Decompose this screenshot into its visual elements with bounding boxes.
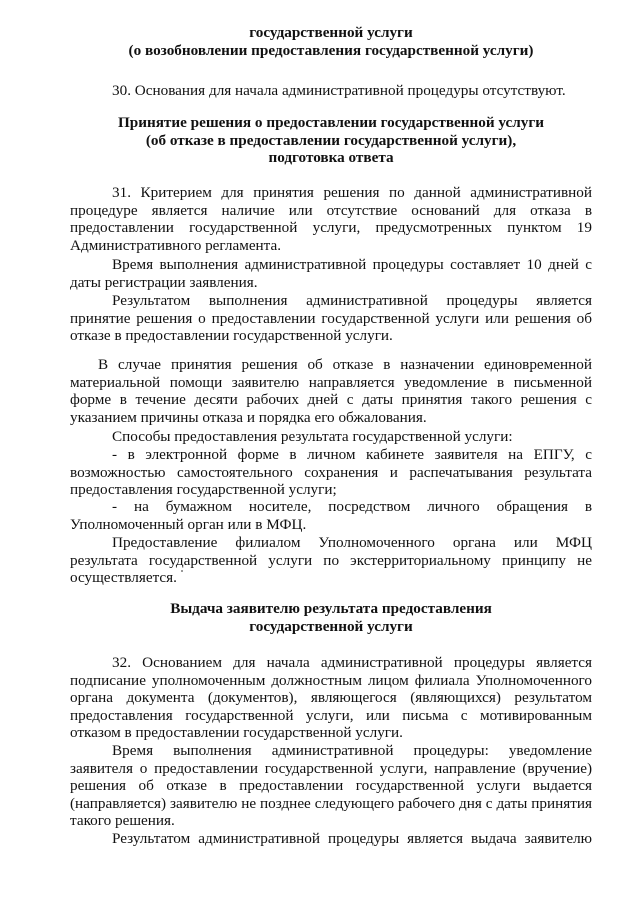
section-heading-decision-line-3: подготовка ответа — [268, 149, 394, 167]
section-heading-issuance-line-1: Выдача заявителю результата предоставления — [170, 600, 492, 617]
paragraph-result: Результатом выполнения административной процедуры является принятие решения о предоставлении государственной услуги или решения об отказе в предоставлении государственной услуги. — [70, 292, 592, 345]
paragraph-time: Время выполнения административной процедуры составляет 10 дней с даты регистрации заявления. — [70, 256, 592, 291]
paragraph-extraterritorial: Предоставление филиалом Уполномоченного органа или МФЦ результата государственной услуги по экстерриториальному принципу не осуществляется. — [70, 534, 592, 587]
stray-dot — [181, 570, 183, 572]
list-item-paper: - на бумажном носителе, посредством личного обращения в Уполномоченный орган или в МФЦ. — [70, 498, 592, 533]
top-heading-line-2: (о возобновлении предоставления государственной услуги) — [128, 41, 534, 59]
section-heading-issuance-line-2: государственной услуги — [249, 617, 413, 635]
section-heading-decision-line-2: (об отказе в предоставлении государственной услуги), — [145, 131, 517, 149]
section-heading-decision — [70, 114, 592, 167]
paragraph-result-issuance: Результатом административной процедуры является выдача заявителю — [112, 830, 592, 847]
paragraph-31: 31. Критерием для принятия решения по данной административной процедуре является наличие или отсутствие оснований для отказа в предоставлении государственной услуги, предусмотренных пунктом 19 Административного регламента. — [70, 184, 592, 254]
top-heading-line-1: государственной услуги — [249, 24, 413, 41]
section-heading-decision-line-1: Принятие решения о предоставлении государственной услуги — [117, 114, 545, 131]
top-heading — [70, 24, 592, 59]
list-item-electronic: - в электронной форме в личном кабинете заявителя на ЕПГУ, с возможностью самостоятельного сохранения и распечатывания результата предоставления государственной услуги; — [70, 446, 592, 499]
paragraph-time-issuance: Время выполнения административной процедуры: уведомление заявителя о предоставлении государственной услуги, направление (вручение) решения об отказе в предоставлении государственной услуги выдается (направляется) заявителю не позднее следующего рабочего дня с даты принятия такого решения. — [70, 742, 592, 830]
paragraph-methods: Способы предоставления результата государственной услуги: — [112, 428, 513, 445]
section-heading-issuance — [70, 600, 592, 635]
paragraph-30: 30. Основания для начала административной процедуры отсутствуют. — [112, 82, 566, 99]
paragraph-refusal: В случае принятия решения об отказе в назначении единовременной материальной помощи заявителю направляется уведомление в письменной форме в течение десяти рабочих дней с даты принятия такого решения с указанием причины отказа и порядка его обжалования. — [70, 356, 592, 426]
paragraph-32: 32. Основанием для начала административной процедуры является подписание уполномоченным должностным лицом филиала Уполномоченного органа документа (документов), являющегося (являющихся) результатом предоставления государственной услуги, или письма с мотивированным отказом в предоставлении государственной услуги. — [70, 654, 592, 742]
